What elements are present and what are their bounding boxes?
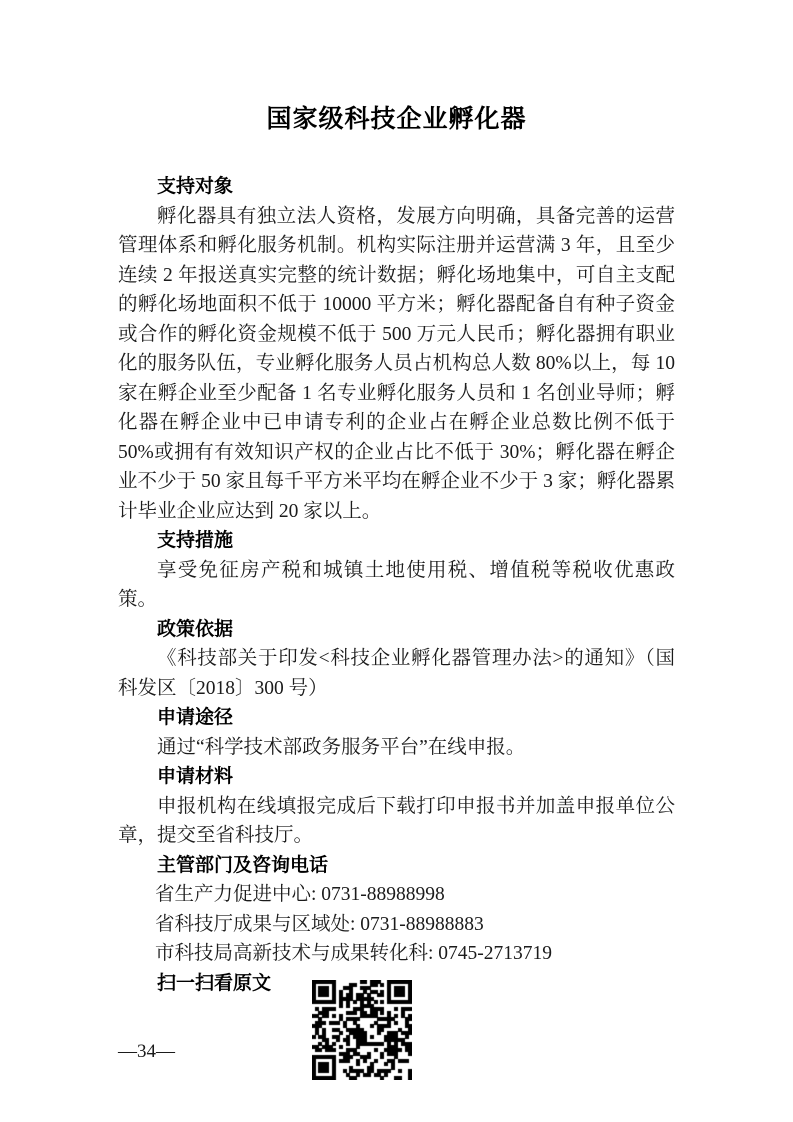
document-body bbox=[118, 172, 675, 1081]
scan-section bbox=[118, 969, 675, 1081]
paragraph-application-channel: 通过“科学技术部政务服务平台”在线申报。 bbox=[157, 736, 526, 758]
contact-line-provincial-sci-tech-dept: 省科技厅成果与区域处: 0731-88988883 bbox=[155, 913, 484, 935]
heading-authority-contacts: 主管部门及咨询电话 bbox=[157, 854, 329, 876]
page-title: 国家级科技企业孵化器 bbox=[266, 106, 527, 133]
heading-scan-original: 扫一扫看原文 bbox=[157, 972, 272, 994]
heading-support-measures: 支持措施 bbox=[157, 530, 234, 551]
contact-line-city-sci-tech-bureau: 市科技局高新技术与成果转化科: 0745-2713719 bbox=[155, 943, 553, 964]
heading-policy-basis: 政策依据 bbox=[157, 618, 234, 640]
page-number: —34— bbox=[118, 1041, 175, 1062]
paragraph-support-target: 孵化器具有独立法人资格，发展方向明确，具备完善的运营管理体系和孵化服务机制。机构实际注册并运营满 3 年，且至少连续 2 年报送真实完整的统计数据；孵化场地集中，可自主支配的孵化场地面积不低于 10000 平方米；孵化器配备自有种子资金或合作的孵化资金规模不低于 500 万元人民币；孵化器拥有职业化的服务队伍，专业孵化服务人员占机构总人数 80%以上，每 10 家在孵企业至少配备 1 名专业孵化服务人员和 1 名创业导师；孵化器在孵企业中已申请专利的企业占在孵企业总数比例不低于 50%或拥有有效知识产权的企业占比不低于 30%；孵化器在孵企业不少于 50 家且每千平方米平均在孵企业不少于 3 家；孵化器累计毕业企业应达到 20 家以上。 bbox=[118, 205, 675, 522]
contact-line-provincial-productivity-center: 省生产力促进中心: 0731-88988998 bbox=[155, 884, 445, 905]
heading-application-channel: 申请途径 bbox=[157, 707, 234, 728]
qr-code bbox=[312, 980, 412, 1080]
heading-support-target: 支持对象 bbox=[157, 176, 234, 197]
heading-application-materials: 申请材料 bbox=[157, 766, 234, 787]
paragraph-support-measures: 享受免征房产税和城镇土地使用税、增值税等税收优惠政策。 bbox=[118, 559, 675, 610]
paragraph-policy-basis: 《科技部关于印发<科技企业孵化器管理办法>的通知》（国科发区〔2018〕300 号） bbox=[118, 648, 675, 699]
paragraph-application-materials: 申报机构在线填报完成后下载打印申报书并加盖申报单位公章，提交至省科技厅。 bbox=[118, 795, 675, 846]
